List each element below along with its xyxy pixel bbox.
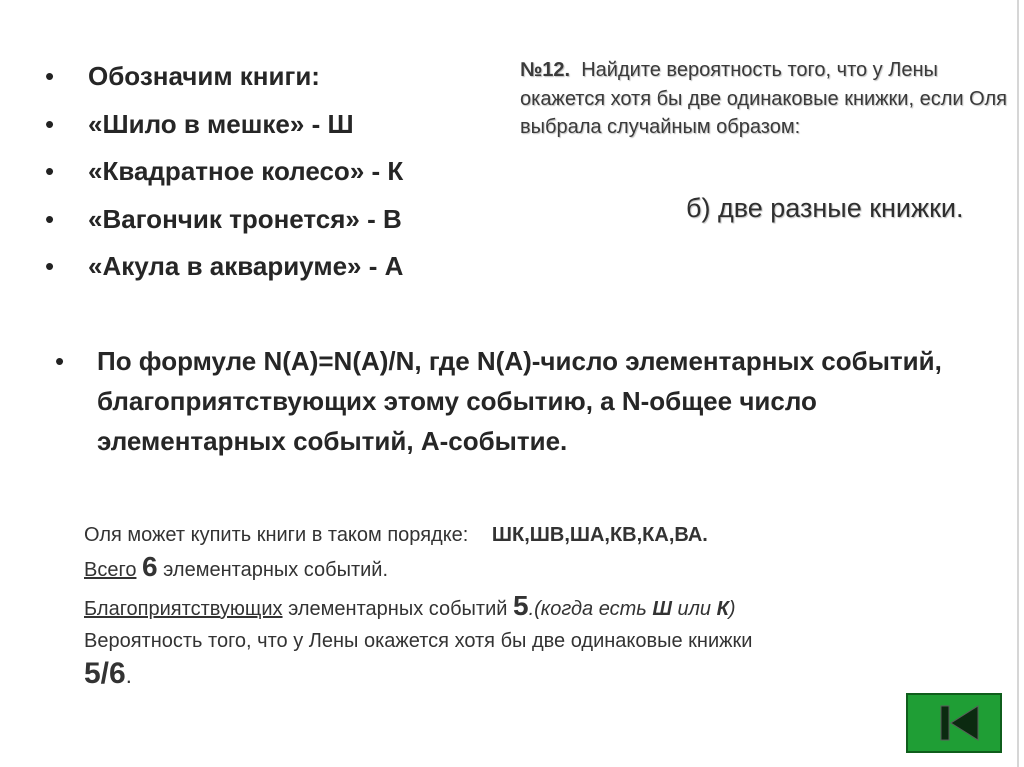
favorable-number: 5 bbox=[513, 590, 529, 621]
solution-answer-line bbox=[84, 656, 984, 694]
book-item-text: «Квадратное колесо» - К bbox=[88, 156, 404, 186]
favorable-letter-k: К bbox=[716, 598, 729, 620]
solution-probability-line bbox=[84, 626, 984, 656]
probability-text: Вероятность того, что у Лены окажется хотя бы две одинаковые книжки bbox=[84, 630, 753, 652]
first-slide-button[interactable] bbox=[906, 693, 1002, 753]
answer-suffix: . bbox=[125, 663, 132, 688]
total-rest: элементарных событий. bbox=[163, 559, 389, 581]
slide-edge-line bbox=[1017, 0, 1019, 767]
solution-total-line bbox=[84, 552, 984, 585]
bullet: • bbox=[45, 251, 55, 281]
favorable-mid: элементарных событий bbox=[288, 598, 508, 620]
task-text: Найдите вероятность того, что у Лены окажется хотя бы две одинаковые книжки, если Оля выбрала случайным образом: bbox=[520, 59, 1007, 138]
books-list bbox=[45, 56, 403, 294]
bullet: • bbox=[45, 203, 55, 234]
book-item-text: «Вагончик тронется» - В bbox=[88, 203, 402, 234]
book-item bbox=[45, 199, 403, 247]
book-item-text: «Шило в мешке» - Ш bbox=[88, 108, 354, 139]
book-item bbox=[45, 104, 403, 152]
solution-orders-line bbox=[84, 518, 984, 552]
bullet: • bbox=[45, 61, 55, 91]
total-label: Всего bbox=[84, 559, 137, 581]
first-slide-icon bbox=[908, 695, 1000, 751]
bullet: • bbox=[45, 108, 55, 139]
total-number: 6 bbox=[142, 551, 158, 582]
favorable-paren-close: ) bbox=[728, 598, 736, 620]
book-item bbox=[45, 246, 403, 294]
bullet: • bbox=[45, 156, 55, 186]
books-heading-text: Обозначим книги: bbox=[88, 61, 320, 91]
favorable-paren-open: .(когда есть bbox=[528, 598, 647, 620]
orders-prefix: Оля может купить книги в таком порядке: bbox=[84, 524, 469, 546]
task-statement bbox=[520, 56, 1010, 142]
bullet: • bbox=[55, 346, 65, 376]
solution-favorable-line bbox=[84, 589, 984, 626]
formula-text: По формуле N(A)=N(A)/N, где N(A)-число элементарных событий, благоприятствующих этому событию, а N-общее число элементарных событий, A-событие. bbox=[97, 346, 942, 456]
solution-block bbox=[84, 518, 984, 694]
task-part-b: б) две разные книжки. bbox=[686, 193, 964, 223]
book-item bbox=[45, 151, 403, 199]
book-item-text: «Акула в аквариуме» - А bbox=[88, 251, 404, 281]
task-number: №12. bbox=[520, 59, 571, 81]
answer-value: 5/6 bbox=[84, 657, 126, 690]
books-heading bbox=[45, 56, 403, 104]
favorable-label: Благоприятствующих bbox=[84, 598, 283, 620]
orders-list: ШК,ШВ,ША,КВ,КА,ВА. bbox=[491, 524, 708, 546]
favorable-letter-sh: Ш bbox=[652, 598, 672, 620]
favorable-or: или bbox=[677, 598, 712, 620]
formula-bullet bbox=[55, 341, 955, 461]
